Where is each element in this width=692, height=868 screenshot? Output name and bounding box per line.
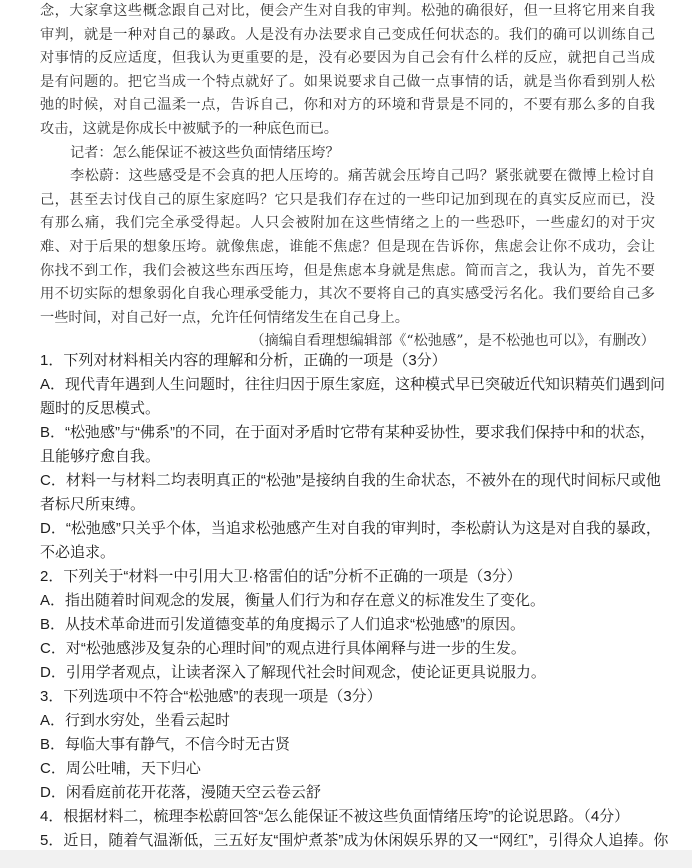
question-1-option-b: B．“松弛感”与“佛系”的不同，在于面对矛盾时它带有某种妥协性，要求我们保持中和的状态， — [40, 424, 655, 441]
question-1-option-c-cont: 者标尺所束缚。 — [40, 496, 146, 513]
question-1-option-c: C．材料一与材料二均表明真正的“松弛”是接纳自我的生命状态，不被外在的现代时间标尺或他 — [40, 472, 661, 489]
question-2-stem: 2．下列关于“材料一中引用大卫·格雷伯的话”分析不正确的一项是（3分） — [40, 568, 522, 585]
question-1-option-a: A．现代青年遇到人生问题时，往往归因于原生家庭，这种模式早已突破近代知识精英们遇到问 — [40, 376, 666, 393]
question-5-stem: 5．近日，随着气温渐低，三五好友“围炉煮茶”成为休闲娱乐界的又一“网红”，引得众人追捧。你 — [40, 832, 669, 849]
passage-line: 用不切实际的想象弱化自我心理承受能力，其次不要将自己的真实感受污名化。我们要给自己多 — [40, 286, 655, 303]
question-2-option-b: B．从技术革命进而引发道德变革的角度揭示了人们追求“松弛感”的原因。 — [40, 616, 525, 633]
question-4-stem: 4．根据材料二，梳理李松蔚回答“怎么能保证不被这些负面情绪压垮”的论说思路。（4分） — [40, 808, 630, 825]
passage-line: 难、对于后果的想象压垮。就像焦虑，谁能不焦虑？但是现在告诉你，焦虑会让你不成功，会让 — [40, 238, 655, 255]
passage-line: 有那么痛，我们完全承受得起。人只会被附加在这些情绪之上的一些恐吓，一些虚幻的对于灾 — [40, 215, 655, 232]
question-2-option-a: A．指出随着时间观念的发展，衡量人们行为和存在意义的标准发生了变化。 — [40, 592, 546, 609]
passage-line: 念，大家拿这些概念跟自己对比，便会产生对自我的审判。松弛的确很好，但一旦将它用来自我 — [40, 3, 655, 19]
question-2-option-c: C．对“松弛感涉及复杂的心理时间”的观点进行具体阐释与进一步的生发。 — [40, 640, 526, 657]
passage-line: 你找不到工作，我们会被这些东西压垮，但是焦虑本身就是焦虑。简而言之，我认为，首先不要 — [40, 262, 655, 279]
bottom-bar — [0, 850, 692, 868]
question-2-option-d: D．引用学者观点，让读者深入了解现代社会时间观念，使论证更具说服力。 — [40, 664, 546, 681]
question-3-option-c: C．周公吐哺，天下归心 — [40, 760, 201, 777]
passage-line: 李松蔚：这些感受是不会真的把人压垮的。痛苦就会压垮自己吗？紧张就要在微博上检讨自 — [70, 168, 655, 185]
question-3-option-b: B．每临大事有静气，不信今时无古贤 — [40, 736, 291, 753]
question-1-option-d-cont: 不必追求。 — [40, 544, 116, 561]
passage-line: 对事情的反应适度，但我认为更重要的是，没有必要因为自己会有什么样的反应，就把自己当成 — [40, 50, 655, 67]
passage-line: 攻击，这就是你成长中被赋予的一种底色而已。 — [40, 120, 338, 137]
passage-line: 一些时间，对自己好一点，允许任何情绪发生在自己身上。 — [40, 309, 409, 326]
question-1-option-a-cont: 题时的反思模式。 — [40, 400, 161, 417]
question-3-stem: 3．下列选项中不符合“松弛感”的表现一项是（3分） — [40, 688, 382, 705]
reporter-question: 记者：怎么能保证不被这些负面情绪压垮？ — [70, 144, 340, 161]
question-3-option-a: A．行到水穷处，坐看云起时 — [40, 712, 231, 729]
question-1-option-d: D．“松弛感”只关乎个体，当追求松弛感产生对自我的审判时，李松蔚认为这是对自我的暴政， — [40, 520, 661, 537]
passage-line: 审判，就是一种对自己的暴政。人是没有办法要求自己变成任何状态的。我们的确可以训练自己 — [40, 26, 655, 43]
source-citation: （摘编自看理想编辑部《“松弛感”，是不松弛也可以》，有删改） — [250, 333, 655, 350]
passage-line: 弛的时候，对自己温柔一点，告诉自己，你和对方的环境和背景是不同的，不要有那么多的自我 — [40, 97, 655, 114]
question-1-stem: 1．下列对材料相关内容的理解和分析，正确的一项是（3分） — [40, 352, 447, 369]
passage-material-two — [40, 0, 655, 354]
passage-line: 己，甚至去讨伐自己的原生家庭吗？它只是我们存在过的一些印记加到现在的真实反应而已，没 — [40, 191, 655, 208]
question-3-option-d: D．闲看庭前花开花落，漫随天空云卷云舒 — [40, 784, 321, 801]
question-1-option-b-cont: 且能够疗愈自我。 — [40, 448, 161, 465]
questions-section — [40, 349, 669, 853]
passage-line: 是有问题的。把它当成一个特点就好了。如果说要求自己做一点事情的话，就是当你看到别人松 — [40, 73, 655, 90]
